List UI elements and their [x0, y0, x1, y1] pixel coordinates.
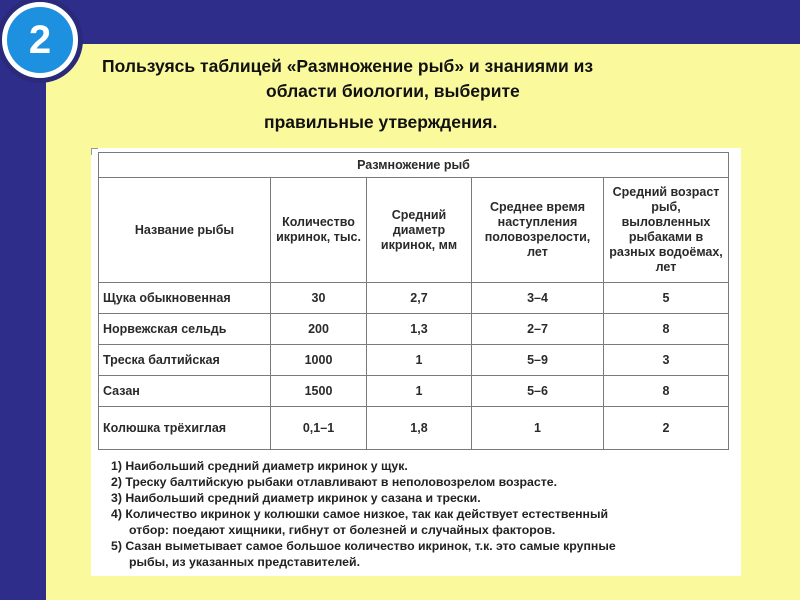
- cell-maturity-age: 1: [472, 407, 604, 450]
- cell-fish-name: Треска балтийская: [99, 345, 271, 376]
- cell-egg-diameter: 1: [367, 376, 472, 407]
- statement-5: 5) Сазан выметывает самое большое количество икринок, т.к. это самые крупные: [111, 539, 616, 553]
- cell-fish-name: Колюшка трёхиглая: [99, 407, 271, 450]
- cell-maturity-age: 3–4: [472, 283, 604, 314]
- table-row: [99, 345, 729, 376]
- cell-maturity-age: 5–9: [472, 345, 604, 376]
- statement-5-continued: рыбы, из указанных представителей.: [129, 555, 360, 569]
- statement-4: 4) Количество икринок у колюшки самое низкое, так как действует естественный: [111, 507, 609, 521]
- header-caught-age: Средний возраст рыб, выловленных рыбаками в разных водоёмах, лет: [604, 178, 729, 283]
- cell-egg-diameter: 1,3: [367, 314, 472, 345]
- header-egg-count: Количество икринок, тыс.: [271, 178, 367, 283]
- cell-egg-diameter: 1,8: [367, 407, 472, 450]
- header-egg-diameter: Средний диаметр икринок, мм: [367, 178, 472, 283]
- table-row: [99, 314, 729, 345]
- statement-4-continued: отбор: поедают хищники, гибнут от болезней и случайных факторов.: [129, 523, 556, 537]
- title-line-1: Пользуясь таблицей «Размножение рыб» и знаниями из: [102, 56, 594, 76]
- cell-egg-count: 0,1–1: [271, 407, 367, 450]
- task-title: [90, 54, 750, 135]
- cell-maturity-age: 2–7: [472, 314, 604, 345]
- task-number-badge: 2: [2, 2, 78, 78]
- table-row: [99, 407, 729, 450]
- cell-caught-age: 8: [604, 314, 729, 345]
- cell-maturity-age: 5–6: [472, 376, 604, 407]
- statement-3: 3) Наибольший средний диаметр икринок у сазана и трески.: [111, 491, 481, 505]
- cell-egg-count: 1000: [271, 345, 367, 376]
- resize-corner-mark: [91, 148, 98, 155]
- cell-fish-name: Норвежская сельдь: [99, 314, 271, 345]
- title-line-3: правильные утверждения.: [264, 112, 498, 132]
- header-fish-name: Название рыбы: [99, 178, 271, 283]
- table-header-row: [99, 178, 729, 283]
- content-card: [91, 148, 741, 576]
- cell-fish-name: Сазан: [99, 376, 271, 407]
- statement-2: 2) Треску балтийскую рыбаки отлавливают в неполовозрелом возрасте.: [111, 475, 557, 489]
- cell-caught-age: 2: [604, 407, 729, 450]
- header-maturity-age: Среднее время наступления половозрелости, лет: [472, 178, 604, 283]
- cell-egg-count: 30: [271, 283, 367, 314]
- cell-egg-diameter: 2,7: [367, 283, 472, 314]
- cell-caught-age: 8: [604, 376, 729, 407]
- cell-egg-count: 1500: [271, 376, 367, 407]
- table-row: [99, 376, 729, 407]
- cell-egg-count: 200: [271, 314, 367, 345]
- cell-caught-age: 3: [604, 345, 729, 376]
- title-line-2: области биологии, выберите: [266, 81, 520, 101]
- statement-1: 1) Наибольший средний диаметр икринок у щук.: [111, 459, 408, 473]
- cell-fish-name: Щука обыкновенная: [99, 283, 271, 314]
- fish-reproduction-table: [98, 152, 729, 450]
- statements-list: [111, 458, 751, 570]
- table-caption: Размножение рыб: [99, 153, 729, 178]
- table-row: [99, 283, 729, 314]
- cell-caught-age: 5: [604, 283, 729, 314]
- cell-egg-diameter: 1: [367, 345, 472, 376]
